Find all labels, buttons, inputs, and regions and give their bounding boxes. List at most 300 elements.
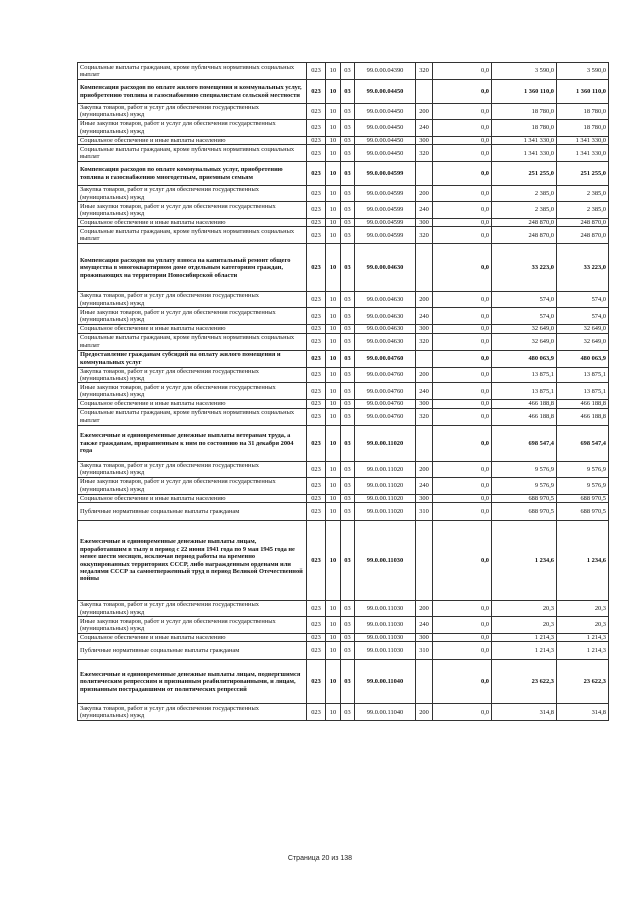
row-name: Иные закупки товаров, работ и услуг для обеспечения государственных (муниципальных) нужд [78, 119, 307, 136]
row-subsection: 03 [341, 408, 355, 425]
row-code: 023 [307, 660, 326, 704]
row-expense-type [416, 521, 433, 601]
row-subsection: 03 [341, 383, 355, 400]
row-expense-type: 240 [416, 308, 433, 325]
table-row [78, 308, 609, 325]
table-row [78, 633, 609, 641]
row-value-3: 314,8 [557, 704, 609, 721]
row-subsection: 03 [341, 80, 355, 104]
row-value-2: 32 649,0 [492, 333, 557, 350]
row-expense-type: 320 [416, 63, 433, 80]
row-value-1: 0,0 [433, 616, 492, 633]
row-section: 10 [326, 704, 341, 721]
row-subsection: 03 [341, 244, 355, 292]
table-row [78, 162, 609, 186]
row-section: 10 [326, 642, 341, 660]
row-name: Закупка товаров, работ и услуг для обеспечения государственных (муниципальных) нужд [78, 601, 307, 617]
table-row [78, 136, 609, 144]
row-value-1: 0,0 [433, 63, 492, 80]
table-row [78, 461, 609, 477]
row-code: 023 [307, 461, 326, 477]
row-subsection: 03 [341, 704, 355, 721]
table-row [78, 521, 609, 601]
row-value-3: 574,0 [557, 308, 609, 325]
row-subsection: 03 [341, 104, 355, 120]
row-name: Закупка товаров, работ и услуг для обеспечения государственных (муниципальных) нужд [78, 292, 307, 308]
budget-table-sheet [77, 62, 608, 721]
row-value-2: 248 870,0 [492, 219, 557, 227]
row-value-2: 688 970,5 [492, 494, 557, 502]
row-code: 023 [307, 202, 326, 219]
row-subsection: 03 [341, 400, 355, 408]
row-section: 10 [326, 425, 341, 461]
row-value-3: 23 622,3 [557, 660, 609, 704]
row-value-1: 0,0 [433, 219, 492, 227]
row-section: 10 [326, 227, 341, 244]
row-name: Социальное обеспечение и иные выплаты населению [78, 494, 307, 502]
row-target-article: 99.0.00.11030 [355, 633, 416, 641]
row-value-1: 0,0 [433, 601, 492, 617]
row-code: 023 [307, 521, 326, 601]
row-name: Социальное обеспечение и иные выплаты населению [78, 136, 307, 144]
row-value-3: 466 188,8 [557, 408, 609, 425]
row-section: 10 [326, 136, 341, 144]
row-code: 023 [307, 383, 326, 400]
row-target-article: 99.0.00.04450 [355, 119, 416, 136]
table-row [78, 227, 609, 244]
row-name: Публичные нормативные социальные выплаты гражданам [78, 503, 307, 521]
row-value-2: 480 063,9 [492, 350, 557, 367]
table-row [78, 333, 609, 350]
row-value-2: 574,0 [492, 292, 557, 308]
table-row [78, 660, 609, 704]
row-target-article: 99.0.00.11020 [355, 503, 416, 521]
row-name: Социальное обеспечение и иные выплаты населению [78, 325, 307, 333]
row-expense-type: 240 [416, 202, 433, 219]
table-row [78, 477, 609, 494]
row-target-article: 99.0.00.04599 [355, 186, 416, 202]
row-code: 023 [307, 477, 326, 494]
row-value-2: 1 214,3 [492, 642, 557, 660]
table-row [78, 325, 609, 333]
row-subsection: 03 [341, 521, 355, 601]
row-value-3: 33 223,0 [557, 244, 609, 292]
row-subsection: 03 [341, 325, 355, 333]
row-value-3: 688 970,5 [557, 503, 609, 521]
row-value-2: 1 360 110,0 [492, 80, 557, 104]
row-code: 023 [307, 333, 326, 350]
row-value-1: 0,0 [433, 704, 492, 721]
row-value-2: 23 622,3 [492, 660, 557, 704]
row-code: 023 [307, 308, 326, 325]
row-expense-type [416, 425, 433, 461]
row-value-3: 251 255,0 [557, 162, 609, 186]
row-value-3: 248 870,0 [557, 227, 609, 244]
row-value-2: 20,3 [492, 601, 557, 617]
row-expense-type: 310 [416, 503, 433, 521]
row-value-3: 1 341 330,0 [557, 145, 609, 162]
row-name: Закупка товаров, работ и услуг для обеспечения государственных (муниципальных) нужд [78, 186, 307, 202]
row-name: Ежемесячные и единовременные денежные выплаты ветеранам труда, а также гражданам, приравненным к ним по состоянию на 31 декабря 2004 года [78, 425, 307, 461]
row-code: 023 [307, 494, 326, 502]
page-footer: Страница 20 из 138 [287, 855, 353, 862]
row-value-3: 574,0 [557, 292, 609, 308]
row-section: 10 [326, 162, 341, 186]
row-value-3: 2 385,0 [557, 202, 609, 219]
row-target-article: 99.0.00.11030 [355, 521, 416, 601]
row-expense-type: 300 [416, 325, 433, 333]
row-section: 10 [326, 494, 341, 502]
row-value-3: 3 590,0 [557, 63, 609, 80]
row-name: Ежемесячные и единовременные денежные выплаты лицам, подвергшимся политическим репрессиям и признанным реабилитированными, и лицам, признанным пострадавшими от политических репрессий [78, 660, 307, 704]
row-section: 10 [326, 325, 341, 333]
row-name: Иные закупки товаров, работ и услуг для обеспечения государственных (муниципальных) нужд [78, 616, 307, 633]
row-name: Социальные выплаты гражданам, кроме публичных нормативных социальных выплат [78, 227, 307, 244]
row-value-1: 0,0 [433, 633, 492, 641]
row-target-article: 99.0.00.11020 [355, 461, 416, 477]
row-name: Компенсация расходов по оплате жилого помещения и коммунальных услуг, приобретению топлива и газоснабжению специалистам сельской местности [78, 80, 307, 104]
row-code: 023 [307, 367, 326, 383]
row-code: 023 [307, 704, 326, 721]
row-value-2: 1 341 330,0 [492, 145, 557, 162]
table-row [78, 367, 609, 383]
row-section: 10 [326, 186, 341, 202]
row-value-1: 0,0 [433, 494, 492, 502]
row-value-1: 0,0 [433, 162, 492, 186]
row-subsection: 03 [341, 119, 355, 136]
table-body [78, 63, 609, 721]
row-section: 10 [326, 350, 341, 367]
row-value-1: 0,0 [433, 408, 492, 425]
row-expense-type [416, 80, 433, 104]
row-section: 10 [326, 383, 341, 400]
row-target-article: 99.0.00.04630 [355, 308, 416, 325]
row-value-3: 9 576,9 [557, 477, 609, 494]
row-name: Иные закупки товаров, работ и услуг для обеспечения государственных (муниципальных) нужд [78, 308, 307, 325]
row-value-1: 0,0 [433, 80, 492, 104]
row-expense-type: 300 [416, 494, 433, 502]
row-value-1: 0,0 [433, 104, 492, 120]
row-target-article: 99.0.00.11020 [355, 477, 416, 494]
row-code: 023 [307, 425, 326, 461]
row-subsection: 03 [341, 425, 355, 461]
row-subsection: 03 [341, 63, 355, 80]
row-target-article: 99.0.00.11040 [355, 704, 416, 721]
row-value-3: 20,3 [557, 601, 609, 617]
row-code: 023 [307, 325, 326, 333]
row-value-2: 2 385,0 [492, 202, 557, 219]
row-code: 023 [307, 80, 326, 104]
row-value-1: 0,0 [433, 244, 492, 292]
row-value-2: 13 875,1 [492, 367, 557, 383]
row-section: 10 [326, 461, 341, 477]
row-value-2: 13 875,1 [492, 383, 557, 400]
row-section: 10 [326, 503, 341, 521]
row-value-1: 0,0 [433, 136, 492, 144]
row-value-2: 1 234,6 [492, 521, 557, 601]
row-section: 10 [326, 521, 341, 601]
row-expense-type: 300 [416, 400, 433, 408]
row-subsection: 03 [341, 503, 355, 521]
table-row [78, 642, 609, 660]
table-row [78, 350, 609, 367]
row-subsection: 03 [341, 350, 355, 367]
row-subsection: 03 [341, 186, 355, 202]
row-section: 10 [326, 308, 341, 325]
row-target-article: 99.0.00.04760 [355, 400, 416, 408]
row-value-2: 1 341 330,0 [492, 136, 557, 144]
row-code: 023 [307, 186, 326, 202]
row-section: 10 [326, 660, 341, 704]
row-name: Предоставление гражданам субсидий на оплату жилого помещения и коммунальных услуг [78, 350, 307, 367]
row-target-article: 99.0.00.11020 [355, 494, 416, 502]
table-row [78, 616, 609, 633]
row-target-article: 99.0.00.04599 [355, 219, 416, 227]
row-name: Ежемесячные и единовременные денежные выплаты лицам, проработавшим в тылу в период с 22 июня 1941 года по 9 мая 1945 года не менее шести месяцев, исключая период работы на временно оккупированных территориях СССР, либо награжденным орденами или медалями СССР за самоотверженный труд в период Великой Отечественной войны [78, 521, 307, 601]
row-expense-type: 240 [416, 477, 433, 494]
row-value-3: 1 360 110,0 [557, 80, 609, 104]
row-section: 10 [326, 633, 341, 641]
row-name: Иные закупки товаров, работ и услуг для обеспечения государственных (муниципальных) нужд [78, 202, 307, 219]
row-section: 10 [326, 244, 341, 292]
table-row [78, 408, 609, 425]
row-target-article: 99.0.00.11030 [355, 642, 416, 660]
budget-table [77, 62, 609, 721]
table-row [78, 80, 609, 104]
row-value-1: 0,0 [433, 227, 492, 244]
row-value-1: 0,0 [433, 202, 492, 219]
row-code: 023 [307, 145, 326, 162]
row-code: 023 [307, 219, 326, 227]
row-value-1: 0,0 [433, 461, 492, 477]
row-value-2: 9 576,9 [492, 477, 557, 494]
row-expense-type: 200 [416, 461, 433, 477]
row-value-2: 466 188,8 [492, 408, 557, 425]
row-target-article: 99.0.00.04450 [355, 80, 416, 104]
row-target-article: 99.0.00.11030 [355, 616, 416, 633]
row-value-3: 1 234,6 [557, 521, 609, 601]
row-expense-type: 240 [416, 119, 433, 136]
row-name: Социальное обеспечение и иные выплаты населению [78, 633, 307, 641]
row-name: Социальное обеспечение и иные выплаты населению [78, 400, 307, 408]
row-value-1: 0,0 [433, 425, 492, 461]
row-value-1: 0,0 [433, 367, 492, 383]
row-value-1: 0,0 [433, 186, 492, 202]
row-subsection: 03 [341, 145, 355, 162]
row-name: Иные закупки товаров, работ и услуг для обеспечения государственных (муниципальных) нужд [78, 477, 307, 494]
row-name: Закупка товаров, работ и услуг для обеспечения государственных (муниципальных) нужд [78, 461, 307, 477]
row-target-article: 99.0.00.11020 [355, 425, 416, 461]
row-subsection: 03 [341, 292, 355, 308]
row-value-1: 0,0 [433, 145, 492, 162]
table-row [78, 186, 609, 202]
row-value-1: 0,0 [433, 477, 492, 494]
row-code: 023 [307, 601, 326, 617]
row-section: 10 [326, 219, 341, 227]
row-expense-type: 200 [416, 367, 433, 383]
row-value-1: 0,0 [433, 325, 492, 333]
row-expense-type [416, 244, 433, 292]
row-name: Компенсация расходов по оплате коммунальных услуг, приобретению топлива и газоснабжению многодетным, приемным семьям [78, 162, 307, 186]
row-expense-type: 300 [416, 633, 433, 641]
row-value-1: 0,0 [433, 333, 492, 350]
row-target-article: 99.0.00.04599 [355, 202, 416, 219]
row-subsection: 03 [341, 494, 355, 502]
row-value-2: 1 214,3 [492, 633, 557, 641]
row-subsection: 03 [341, 601, 355, 617]
row-expense-type: 200 [416, 104, 433, 120]
row-value-3: 18 780,0 [557, 119, 609, 136]
row-target-article: 99.0.00.04630 [355, 244, 416, 292]
row-name: Закупка товаров, работ и услуг для обеспечения государственных (муниципальных) нужд [78, 104, 307, 120]
row-value-1: 0,0 [433, 383, 492, 400]
row-subsection: 03 [341, 633, 355, 641]
row-target-article: 99.0.00.04630 [355, 325, 416, 333]
row-value-2: 466 188,8 [492, 400, 557, 408]
row-section: 10 [326, 408, 341, 425]
row-target-article: 99.0.00.11040 [355, 660, 416, 704]
row-target-article: 99.0.00.04760 [355, 350, 416, 367]
row-value-3: 248 870,0 [557, 219, 609, 227]
row-subsection: 03 [341, 162, 355, 186]
row-value-3: 698 547,4 [557, 425, 609, 461]
row-value-2: 18 780,0 [492, 104, 557, 120]
row-value-2: 18 780,0 [492, 119, 557, 136]
row-code: 023 [307, 642, 326, 660]
row-section: 10 [326, 104, 341, 120]
row-value-1: 0,0 [433, 119, 492, 136]
row-target-article: 99.0.00.04760 [355, 408, 416, 425]
row-code: 023 [307, 350, 326, 367]
row-value-2: 33 223,0 [492, 244, 557, 292]
row-expense-type: 320 [416, 408, 433, 425]
row-value-2: 574,0 [492, 308, 557, 325]
row-value-3: 688 970,5 [557, 494, 609, 502]
row-code: 023 [307, 292, 326, 308]
row-expense-type: 310 [416, 642, 433, 660]
row-section: 10 [326, 292, 341, 308]
row-code: 023 [307, 63, 326, 80]
row-expense-type: 300 [416, 136, 433, 144]
row-name: Компенсация расходов на уплату взноса на капитальный ремонт общего имущества в многоквартирном доме отдельным категориям граждан, проживающих на территории Новосибирской области [78, 244, 307, 292]
row-value-2: 20,3 [492, 616, 557, 633]
row-value-1: 0,0 [433, 350, 492, 367]
row-value-3: 13 875,1 [557, 383, 609, 400]
row-section: 10 [326, 145, 341, 162]
table-row [78, 601, 609, 617]
row-code: 023 [307, 503, 326, 521]
row-value-2: 688 970,5 [492, 503, 557, 521]
table-row [78, 63, 609, 80]
row-subsection: 03 [341, 367, 355, 383]
row-value-3: 1 214,3 [557, 642, 609, 660]
row-section: 10 [326, 202, 341, 219]
row-code: 023 [307, 104, 326, 120]
row-name: Закупка товаров, работ и услуг для обеспечения государственных (муниципальных) нужд [78, 367, 307, 383]
row-code: 023 [307, 244, 326, 292]
row-name: Иные закупки товаров, работ и услуг для обеспечения государственных (муниципальных) нужд [78, 383, 307, 400]
row-expense-type: 320 [416, 227, 433, 244]
table-row [78, 704, 609, 721]
row-expense-type: 300 [416, 219, 433, 227]
row-value-1: 0,0 [433, 660, 492, 704]
row-section: 10 [326, 367, 341, 383]
row-expense-type: 240 [416, 383, 433, 400]
row-target-article: 99.0.00.04630 [355, 292, 416, 308]
row-value-2: 3 590,0 [492, 63, 557, 80]
table-row [78, 202, 609, 219]
table-row [78, 425, 609, 461]
row-code: 023 [307, 119, 326, 136]
row-target-article: 99.0.00.04450 [355, 145, 416, 162]
row-subsection: 03 [341, 616, 355, 633]
row-value-3: 18 780,0 [557, 104, 609, 120]
row-value-1: 0,0 [433, 521, 492, 601]
row-value-1: 0,0 [433, 642, 492, 660]
table-row [78, 244, 609, 292]
row-subsection: 03 [341, 227, 355, 244]
row-subsection: 03 [341, 642, 355, 660]
row-target-article: 99.0.00.04599 [355, 227, 416, 244]
row-expense-type [416, 350, 433, 367]
row-name: Социальные выплаты гражданам, кроме публичных нормативных социальных выплат [78, 63, 307, 80]
row-section: 10 [326, 616, 341, 633]
row-subsection: 03 [341, 333, 355, 350]
row-section: 10 [326, 119, 341, 136]
row-value-2: 251 255,0 [492, 162, 557, 186]
row-value-2: 32 649,0 [492, 325, 557, 333]
row-code: 023 [307, 408, 326, 425]
row-section: 10 [326, 477, 341, 494]
row-expense-type: 200 [416, 292, 433, 308]
row-target-article: 99.0.00.04390 [355, 63, 416, 80]
row-expense-type: 200 [416, 601, 433, 617]
row-value-2: 248 870,0 [492, 227, 557, 244]
row-subsection: 03 [341, 219, 355, 227]
row-target-article: 99.0.00.04760 [355, 367, 416, 383]
row-target-article: 99.0.00.04450 [355, 104, 416, 120]
table-row [78, 219, 609, 227]
row-expense-type [416, 162, 433, 186]
row-expense-type: 320 [416, 333, 433, 350]
row-value-3: 32 649,0 [557, 325, 609, 333]
row-subsection: 03 [341, 308, 355, 325]
table-row [78, 383, 609, 400]
row-value-3: 13 875,1 [557, 367, 609, 383]
row-target-article: 99.0.00.04599 [355, 162, 416, 186]
table-row [78, 104, 609, 120]
row-code: 023 [307, 227, 326, 244]
row-value-3: 1 214,3 [557, 633, 609, 641]
row-value-3: 9 576,9 [557, 461, 609, 477]
row-value-3: 480 063,9 [557, 350, 609, 367]
row-subsection: 03 [341, 461, 355, 477]
row-name: Закупка товаров, работ и услуг для обеспечения государственных (муниципальных) нужд [78, 704, 307, 721]
table-row [78, 400, 609, 408]
row-code: 023 [307, 616, 326, 633]
row-value-2: 314,8 [492, 704, 557, 721]
row-value-2: 698 547,4 [492, 425, 557, 461]
row-name: Социальные выплаты гражданам, кроме публичных нормативных социальных выплат [78, 145, 307, 162]
row-value-2: 9 576,9 [492, 461, 557, 477]
row-name: Социальные выплаты гражданам, кроме публичных нормативных социальных выплат [78, 333, 307, 350]
row-name: Социальное обеспечение и иные выплаты населению [78, 219, 307, 227]
row-value-3: 20,3 [557, 616, 609, 633]
row-target-article: 99.0.00.11030 [355, 601, 416, 617]
row-value-3: 466 188,8 [557, 400, 609, 408]
row-value-2: 2 385,0 [492, 186, 557, 202]
row-subsection: 03 [341, 660, 355, 704]
